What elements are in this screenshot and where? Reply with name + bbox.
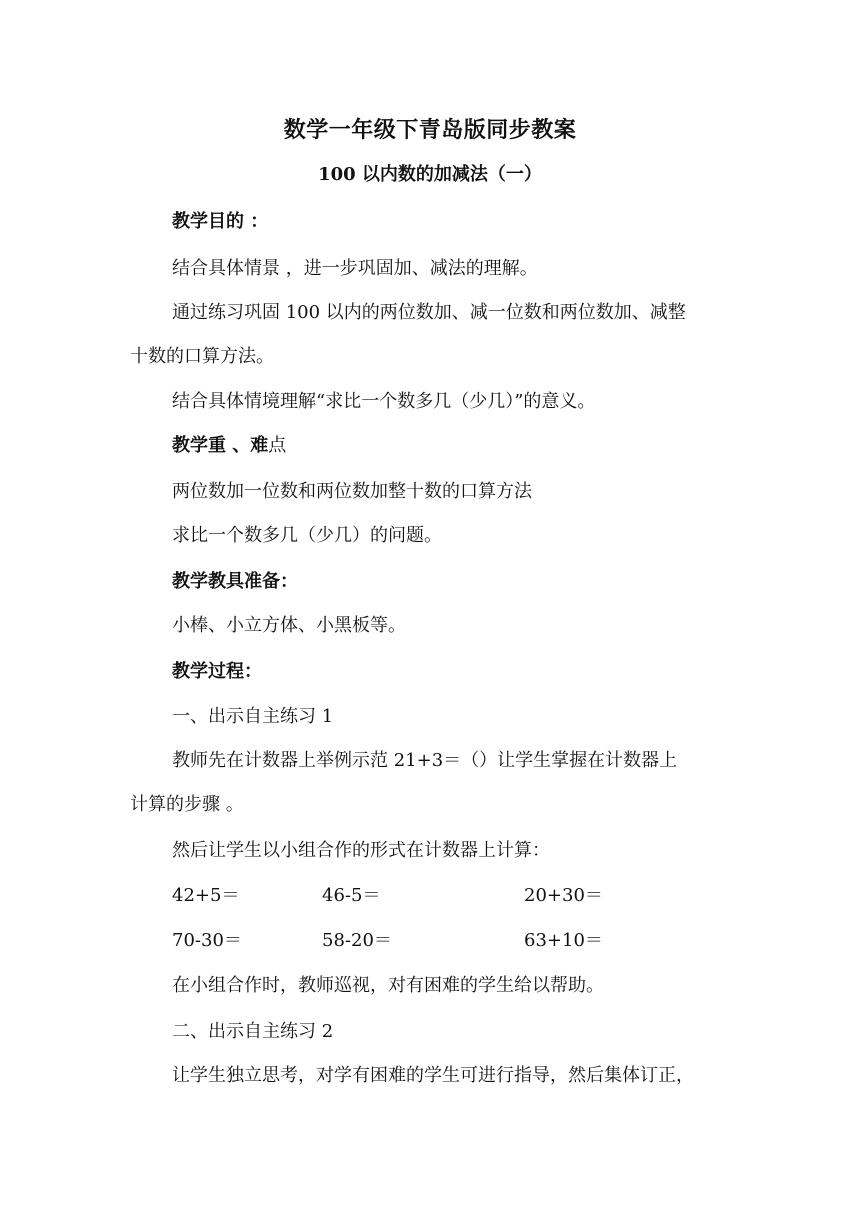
step1-title: 一、出示自主练习 1 — [172, 706, 334, 727]
key-point-1: 两位数加一位数和两位数加整十数的口算方法 — [172, 481, 532, 502]
step2-text-line-1: 让学生独立思考，对学有困难的学生可进行指导，然后集体订正， — [172, 1065, 694, 1086]
exercise-item: 70-30＝ — [172, 930, 242, 951]
exercise-item: 63+10＝ — [524, 930, 603, 951]
step2-title: 二、出示自主练习 2 — [172, 1021, 334, 1042]
goal-item-3: 结合具体情境理解“求比一个数多几（少几）”的意义。 — [172, 391, 596, 412]
heading-teaching-process: 教学过程： — [172, 661, 262, 682]
document-title: 数学一年级下青岛版同步教案 — [283, 117, 577, 143]
lesson-subtitle: 100 以内数的加减法（一） — [318, 164, 542, 185]
exercise-item: 42+5＝ — [172, 885, 240, 906]
goal-item-1: 结合具体情景 ，进一步巩固加、减法的理解。 — [172, 258, 538, 279]
heading-teaching-goal: 教学目的 ： — [172, 211, 269, 232]
heading-key-points-bold: 教学重 、难 — [172, 435, 269, 456]
step1-text-line-2: 计算的步骤 。 — [130, 794, 244, 815]
key-point-2: 求比一个数多几（少几）的问题。 — [172, 525, 442, 546]
step1-text-line-1: 教师先在计数器上举例示范 21+3＝（）让学生掌握在计数器上 — [172, 750, 678, 771]
heading-key-points — [172, 431, 286, 457]
goal-item-2-line-1: 通过练习巩固 100 以内的两位数加、减一位数和两位数加、减整 — [172, 302, 686, 323]
exercise-item: 46-5＝ — [322, 885, 381, 906]
heading-key-points-tail: 点 — [268, 435, 287, 456]
exercise-item: 20+30＝ — [524, 885, 603, 906]
exercise-item: 58-20＝ — [322, 930, 392, 951]
tools-list: 小棒、小立方体、小黑板等。 — [172, 615, 406, 636]
goal-item-2-line-2: 十数的口算方法。 — [130, 346, 274, 367]
heading-teaching-tools: 教学教具准备： — [172, 571, 298, 592]
step1-instruction: 然后让学生以小组合作的形式在计数器上计算： — [172, 840, 550, 861]
step1-note: 在小组合作时，教师巡视，对有困难的学生给以帮助。 — [172, 975, 604, 996]
